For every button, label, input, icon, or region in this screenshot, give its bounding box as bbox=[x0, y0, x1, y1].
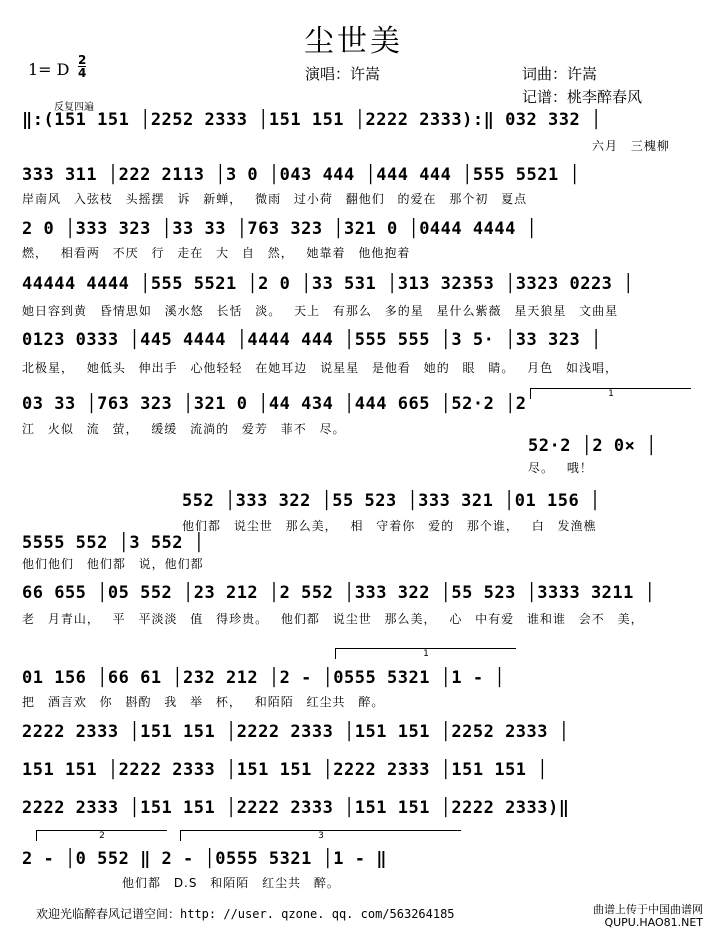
score-row-7-lyrics: 尽。 哦！ bbox=[528, 461, 593, 475]
score-row-4-lyrics: 她日容到黄 昏情思如 溪水悠 长恬 淡。 天上 有那么 多的星 星什么紫薇 星天狼星 文曲星 bbox=[22, 304, 619, 318]
score-row-10-notes: 66 655 │05 552 │23 212 │2 552 │333 322 │55 523 │3333 3211 │ bbox=[22, 583, 656, 603]
volta-2-label: 1 bbox=[423, 649, 429, 659]
score-row-4-notes: 44444 4444 │555 5521 │2 0 │33 531 │313 32353 │3323 0223 │ bbox=[22, 274, 634, 294]
singer-credit: 演唱：许嵩 bbox=[305, 65, 381, 83]
volta-bracket-4 bbox=[180, 830, 461, 841]
score-row-5-lyrics: 北极星， 她低头 伸出手 心他轻轻 在她耳边 说星星 是他看 她的 眼 睛。 月色 如浅唱， bbox=[22, 361, 618, 375]
score-row-6-notes: 03 33 │763 323 │321 0 │44 434 │444 665 │52·2 │2 bbox=[22, 394, 527, 414]
key-signature: 1= D bbox=[28, 60, 70, 79]
score-row-15-lyrics: 他们都 D.S 和陌陌 红尘共 醉。 bbox=[122, 876, 340, 890]
volta-4-label: 3 bbox=[318, 831, 324, 841]
score-row-7-notes: 52·2 │2 0× │ bbox=[528, 436, 657, 456]
volta-1-label: 1 bbox=[608, 389, 614, 399]
score-row-1-notes: ‖:(151 151 │2252 2333 │151 151 │2222 2333):‖ 032 332 │ bbox=[22, 110, 602, 130]
score-row-8-notes: 552 │333 322 │55 523 │333 321 │01 156 │ bbox=[182, 491, 601, 511]
watermark-line-1: 曲谱上传于中国曲谱网 bbox=[593, 903, 703, 916]
time-signature-top: 2 bbox=[78, 53, 87, 67]
repeat-note: 反复四遍 bbox=[54, 102, 94, 113]
score-row-11-notes: 01 156 │66 61 │232 212 │2 - │0555 5321 │1 - │ bbox=[22, 668, 506, 688]
score-row-15-notes: 2 - │0 552 ‖ 2 - │0555 5321 │1 - ‖ bbox=[22, 849, 387, 869]
score-row-6-lyrics: 江 火似 流 萤， 缓缓 流淌的 爱芳 菲不 尽。 bbox=[22, 422, 346, 436]
score-row-10-lyrics: 老 月青山， 平 平淡淡 值 得珍贵。 他们都 说尘世 那么美， 心 中有爱 谁和谁 会不 美， bbox=[22, 612, 644, 626]
score-row-5-notes: 0123 0333 │445 4444 │4444 444 │555 555 │3 5· │33 323 │ bbox=[22, 330, 602, 350]
score-row-3-lyrics: 燃， 相看两 不厌 行 走在 大 自 然， 她靠着 他他抱着 bbox=[22, 246, 411, 260]
score-row-2-lyrics: 岸南风 入弦枝 头摇摆 诉 新蝉， 微雨 过小荷 翻他们 的爱在 那个初 夏点 bbox=[22, 192, 528, 206]
score-row-12-notes: 2222 2333 │151 151 │2222 2333 │151 151 │2252 2333 │ bbox=[22, 722, 570, 742]
score-row-11-lyrics: 把 酒言欢 你 斟酌 我 举 杯， 和陌陌 红尘共 醉。 bbox=[22, 695, 385, 709]
volta-bracket-2 bbox=[335, 648, 516, 659]
score-row-8-lyrics: 他们都 说尘世 那么美， 相 守着你 爱的 那个谁， 白 发渔樵 bbox=[182, 519, 597, 533]
score-row-9-notes: 5555 552 │3 552 │ bbox=[22, 533, 205, 553]
score-row-1-lyrics: 六月 三槐柳 bbox=[592, 139, 670, 153]
composer-credit: 词曲：许嵩 bbox=[522, 65, 598, 83]
score-row-9-lyrics: 他们他们 他们都 说，他们都 bbox=[22, 557, 204, 571]
footer-link-text: 欢迎光临醉春风记谱空间：http: //user. qzone. qq. com/563264185 bbox=[36, 907, 455, 921]
score-row-2-notes: 333 311 │222 2113 │3 0 │043 444 │444 444 │555 5521 │ bbox=[22, 165, 581, 185]
score-row-3-notes: 2 0 │333 323 │33 33 │763 323 │321 0 │0444 4444 │ bbox=[22, 219, 538, 239]
watermark-stamp bbox=[593, 903, 703, 929]
transcriber-credit: 记谱：桃李醉春风 bbox=[522, 88, 643, 106]
volta-3-label: 2 bbox=[99, 831, 105, 841]
volta-bracket-3 bbox=[36, 830, 167, 841]
page-title: 尘世美 bbox=[304, 24, 403, 59]
watermark-line-2: QUPU.HAO81.NET bbox=[604, 916, 703, 929]
score-row-13-notes: 151 151 │2222 2333 │151 151 │2222 2333 │151 151 │ bbox=[22, 760, 549, 780]
time-signature bbox=[78, 54, 86, 79]
time-signature-bottom: 4 bbox=[78, 66, 87, 80]
score-row-14-notes: 2222 2333 │151 151 │2222 2333 │151 151 │2222 2333)‖ bbox=[22, 798, 570, 818]
